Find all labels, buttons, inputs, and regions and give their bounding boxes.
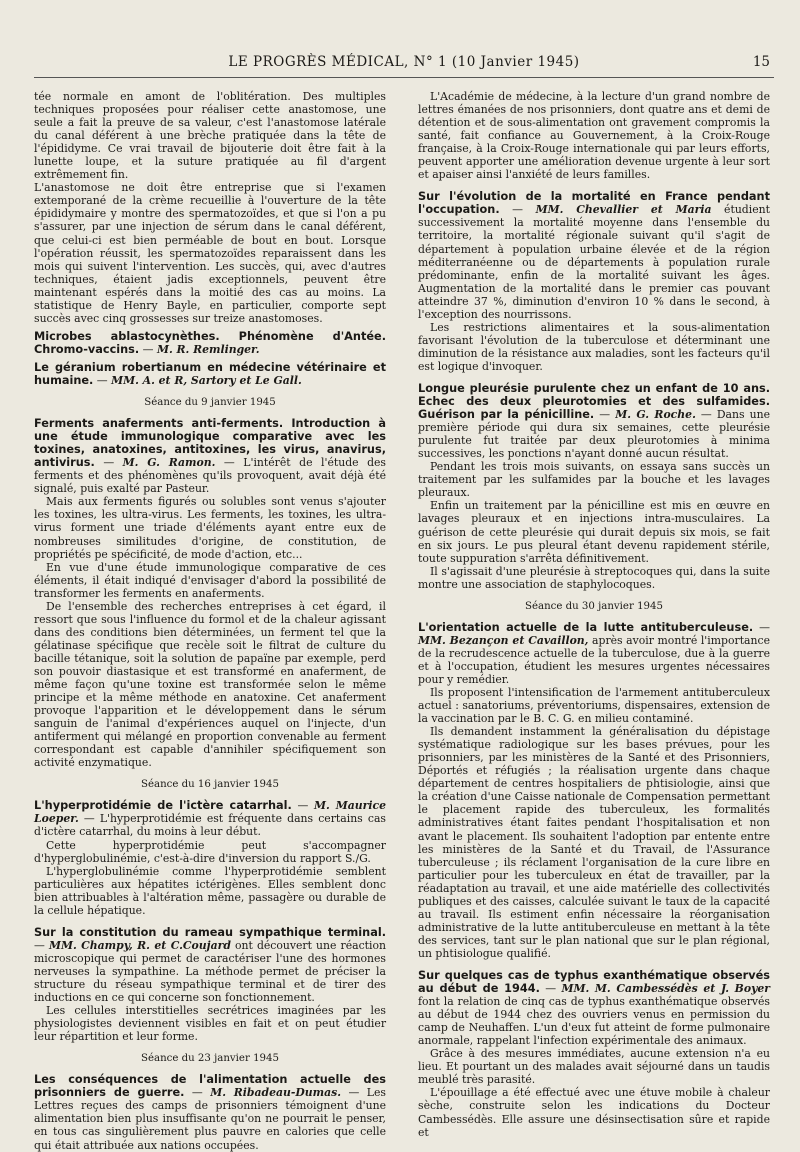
- paragraph: — Dans une première période qui dura six semaines, cette pleurésie purulente fut traitée par deux pleurotomies à minima successives, les ponctions n'ayant donné aucun résultat.: [418, 408, 770, 461]
- article-entry: Les conséquences de l'alimentation actuelle des prisonniers de guerre. — M. Ribadeau-Dumas. — Les Lettres reçues des camps de prisonniers témoignent d'une alimentation bien plus insuffisante qu'on ne pourrait le penser, en tous cas singulièrement plus pauvre en calories que celle qui était attribuée aux nations occupées.: [34, 1073, 386, 1152]
- page-header: [34, 54, 774, 74]
- paragraph: L'Académie de médecine, à la lecture d'un grand nombre de lettres émanées de nos prisonniers, dont quatre ans et demi de détention et de sous-alimentation ont gravement compromis la santé, fait confiance au Gouvernement, à la Croix-Rouge française, à la Croix-Rouge internationale qui par leurs efforts, peuvent apporter une amélioration devenue urgente à leur sort et apaiser ainsi l'anxiété de leurs familles.: [418, 90, 770, 182]
- paragraph: L'anastomose ne doit être entreprise que si l'examen extemporané de la crème recueillie à l'ouverture de la tête épididymaire y montre des spermatozoïdes, et que si l'on a pu s'assurer, par une injection de sérum dans le canal déférent, que celui-ci est bien perméable de bout en bout. Lorsque l'opération réussit, les spermatozoïdes reparaissent dans les mois qui suivent l'intervention. Les succès, qui, avec d'autres techniques, étaient jadis exceptionnels, peuvent être maintenant espérés dans la moitié des cas au moins. La statistique de Henry Bayle, en particulier, comporte sept succès avec cinq grossesses sur treize anastomoses.: [34, 181, 386, 325]
- paragraph: L'hyperglobulinémie comme l'hyperprotidémie semblent particulières aux hépatites ictérigènes. Elles semblent donc bien attribuables à l'altération même, passagère ou durable de la cellule hépatique.: [34, 864, 386, 917]
- article-authors: M. R. Remlinger.: [156, 342, 260, 356]
- article-entry: Sur l'évolution de la mortalité en France pendant l'occupation. — MM. Chevallier et Maria étudient successivement la mortalité moyenne dans l'ensemble du territoire, la mortalité régionale suivant qu'il s'agit de département à population urbaine élevée et de la région méditerranéenne ou de départements à population rurale prédominante, enfin de la mortalité suivant les âges. Augmentation de la mortalité dans le premier cas pouvant atteindre 37 %, diminution d'environ 10 % dans le second, à l'exception des nourrissons.: [418, 190, 770, 321]
- paragraph: Les cellules interstitielles secrétrices imaginées par les physiologistes deviennent visibles en fait et on peut étudier leur répartition et leur forme.: [34, 1004, 386, 1044]
- session-heading: Séance du 23 janvier 1945: [140, 1053, 279, 1065]
- paragraph: Ils demandent instamment la généralisation du dépistage systématique radiologique sur les bases prévues, pour les prisonniers, par les ministères de la Santé et des Prisonniers, Déportés et réfugiés ; la réalisation urgente dans chaque département de centres hospitaliers de phtisiologie, ainsi que la création d'une Caisse nationale de Compensation permettant le placement rapide des tuberculeux, les formalités administratives étant faites pendant l'hospitalisation et non avant le placement. Ils souhaitent l'adoption par entente entre les ministères de la Santé et du Travail, de l'Assurance tuberculeuse ; ils réclament l'organisation de la cure libre en particulier pour les tuberculeux en état de travailler, par la réadaptation au travail, et une aide matérielle des collectivités publiques et des caisses, calculée suivant le taux de la capacité au travail. Ils estiment enfin nécessaire la réorganisation administrative de la lutte antituberculeuse en mettant à la tête des services, tant sur le plan national que sur le plan régional, un phtisiologue qualifié.: [418, 725, 770, 960]
- paragraph: — L'hyperprotidémie est fréquente dans certains cas d'ictère catarrhal, du moins à leur début.: [34, 812, 386, 839]
- article-authors: M. Ribadeau-Dumas.: [210, 1086, 342, 1100]
- article-entry: Le géranium robertianum en médecine vétérinaire et humaine. — MM. A. et R, Sartory et Le Gall.: [34, 360, 386, 387]
- paragraph: après avoir montré l'importance de la recrudescence actuelle de la tuberculose, due à la guerre et à l'occupation, étudient les mesures urgentes nécessaires pour y remédier.: [418, 633, 770, 686]
- article-title: L'orientation actuelle de la lutte antituberculeuse.: [418, 620, 754, 634]
- paragraph: font la relation de cinq cas de typhus exanthématique observés au début de 1944 chez des ouvriers venus en permission du camp de Neuhaffen. L'un d'eux fut atteint de forme pulmonaire anormale, rappelant l'infection expérimentale des animaux.: [418, 995, 770, 1048]
- article-title: Ferments anaferments anti-ferments. Introduction à une étude immunologique comparative avec les toxines, anatoxines, antitoxines, les virus, anavirus, antivirus.: [34, 417, 386, 470]
- paragraph: L'épouillage a été effectué avec une étuve mobile à chaleur sèche, construite selon les indications du Docteur Cambessédès. Elle assure une désinsectisation sûre et rapide et: [418, 1086, 770, 1139]
- paragraph: Il s'agissait d'une pleurésie à streptocoques qui, dans la suite montre une association de staphylocoques.: [418, 564, 770, 591]
- article-title: Longue pleurésie purulente chez un enfant de 10 ans. Echec des deux pleurotomies et des sulfamides. Guérison par la pénicilline.: [418, 381, 770, 422]
- paragraph: Les restrictions alimentaires et la sous-alimentation favorisant l'évolution de la tuberculose et déterminant une diminution de la résistance aux maladies, sont les facteurs qu'il est logique d'invoquer.: [418, 320, 770, 373]
- article-authors: M. G. Ramon.: [122, 456, 216, 470]
- paragraph: Enfin un traitement par la pénicilline est mis en œuvre en lavages pleuraux et en injections intra-musculaires. La guérison de cette pleurésie qui durait depuis six mois, se fait en six jours. Le pus pleural étant devenu rapidement stérile, toute suppuration s'arrêta définitivement.: [418, 499, 770, 565]
- article-authors: MM. Champy, R. et C.Coujard: [48, 938, 231, 952]
- article-title: Les conséquences de l'alimentation actuelle des prisonniers de guerre.: [34, 1073, 386, 1100]
- session-heading: Séance du 16 janvier 1945: [140, 779, 279, 791]
- paragraph: — L'intérêt de l'étude des ferments et des phénomènes qu'ils provoquent, avait déjà été signalé, puis exalté par Pasteur.: [34, 456, 386, 496]
- paragraph: Ils proposent l'intensification de l'armement antituberculeux actuel : sanatoriums, préventoriums, dispensaires, extension de la vaccination par le B. C. G. en milieu contaminé.: [418, 686, 770, 726]
- article-title: Le géranium robertianum en médecine vétérinaire et humaine.: [34, 360, 386, 387]
- article-title: L'hyperprotidémie de l'ictère catarrhal.: [34, 799, 292, 813]
- page-number: 15: [752, 54, 770, 70]
- paragraph: étudient successivement la mortalité moyenne dans l'ensemble du territoire, la mortalité régionale suivant qu'il s'agit de département à population urbaine élevée et de la région méditerranéenne ou de départements à population rurale prédominante, enfin de la mortalité suivant les âges. Augmentation de la mortalité dans le premier cas pouvant atteindre 37 %, diminution d'environ 10 % dans le second, à l'exception des nourrissons.: [418, 203, 770, 321]
- article-authors: MM. Chevallier et Maria: [535, 203, 712, 217]
- article-entry: L'orientation actuelle de la lutte antituberculeuse. — MM. Bezançon et Cavaillon, après avoir montré l'importance de la recrudescence actuelle de la tuberculose, due à la guerre et à l'occupation, étudient les mesures urgentes nécessaires pour y remédier.: [418, 620, 770, 686]
- article-entry: Sur la constitution du rameau sympathique terminal. — MM. Champy, R. et C.Coujard ont découvert une réaction microscopique qui permet de caractériser l'une des hormones nerveuses la sympathine. La méthode permet de préciser la structure du réseau sympathique terminal et de tirer des inductions en ce qui concerne son fonctionnement.: [34, 925, 386, 1005]
- session-heading: Séance du 30 janvier 1945: [524, 600, 663, 612]
- article-title: Sur quelques cas de typhus exanthématique observés au début de 1944.: [418, 969, 770, 996]
- article-authors: M. Maurice Loeper.: [34, 799, 386, 826]
- right-column: [418, 90, 770, 1139]
- paragraph: Pendant les trois mois suivants, on essaya sans succès un traitement par les sulfamides par la bouche et les lavages pleuraux.: [418, 460, 770, 500]
- header-rule: [34, 77, 774, 78]
- article-entry: Microbes ablastocynèthes. Phénomène d'Antée. Chromo-vaccins. — M. R. Remlinger.: [34, 329, 386, 356]
- article-entry: Sur quelques cas de typhus exanthématique observés au début de 1944. — MM. M. Cambessédès et J. Boyer font la relation de cinq cas de typhus exanthématique observés au début de 1944 chez des ouvriers venus en permission du camp de Neuhaffen. L'un d'eux fut atteint de forme pulmonaire anormale, rappelant l'infection expérimentale des animaux.: [418, 969, 770, 1048]
- paragraph: De l'ensemble des recherches entreprises à cet égard, il ressort que sous l'influence du formol et de la chaleur agissant dans des conditions bien déterminées, un ferment tel que la gélatinase spécifique que recèle soit le filtrat de culture du bacille tétanique, soit la solution de papaïne par exemple, perd son pouvoir diastasique et est transformé en anaferment, de même façon qu'une toxine est transformée selon le même principe et la même méthode en anatoxine. Cet anaferment provoque l'apparition et le développement dans le sérum sanguin de l'animal d'expériences auquel on l'injecte, d'un antiferment qui mélangé en proportion convenable au ferment correspondant est capable d'annihiler spécifiquement son activité enzymatique.: [34, 599, 386, 770]
- article-authors: M. G. Roche.: [615, 408, 696, 422]
- article-entry: Ferments anaferments anti-ferments. Introduction à une étude immunologique comparative avec les toxines, anatoxines, antitoxines, les virus, anavirus, antivirus. — M. G. Ramon. — L'intérêt de l'étude des ferments et des phénomènes qu'ils provoquent, avait déjà été signalé, puis exalté par Pasteur.: [34, 417, 386, 496]
- paragraph: Cette hyperprotidémie peut s'accompagner d'hyperglobulinémie, c'est-à-dire d'inversion du rapport S./G.: [34, 838, 386, 865]
- paragraph: ont découvert une réaction microscopique qui permet de caractériser l'une des hormones nerveuses la sympathine. La méthode permet de préciser la structure du réseau sympathique terminal et de tirer des inductions en ce qui concerne son fonctionnement.: [34, 938, 386, 1005]
- article-authors: MM. M. Cambessédès et J. Boyer: [561, 982, 770, 996]
- article-title: Sur l'évolution de la mortalité en France pendant l'occupation.: [418, 190, 770, 217]
- left-column: [34, 90, 386, 1152]
- paragraph: En vue d'une étude immunologique comparative de ces éléments, il était indiqué d'envisager d'abord la possibilité de transformer les ferments en anaferments.: [34, 560, 386, 600]
- article-entry: Longue pleurésie purulente chez un enfant de 10 ans. Echec des deux pleurotomies et des sulfamides. Guérison par la pénicilline. — M. G. Roche. — Dans une première période qui dura six semaines, cette pleurésie purulente fut traitée par deux pleurotomies à minima successives, les ponctions n'ayant donné aucun résultat.: [418, 381, 770, 461]
- article-authors: MM. Bezançon et Cavaillon,: [418, 633, 589, 647]
- paragraph: tée normale en amont de l'oblitération. Des multiples techniques proposées pour réaliser cette anastomose, une seule a fait la preuve de sa valeur, c'est l'anastomose latérale du canal déférent à une brèche pratiquée dans la tête de l'épididyme. Ce vrai travail de bijouterie doit être fait à la lunette loupe, et la suture pratiquée au fil d'argent extrêmement fin.: [34, 90, 386, 182]
- paragraph: Mais aux ferments figurés ou solubles sont venus s'ajouter les toxines, les ultra-virus. Les ferments, les toxines, les ultra-virus forment une triade d'éléments ayant entre eux de nombreuses similitudes d'origine, de constitution, de propriétés pe spécificité, de mode d'action, etc...: [34, 495, 386, 561]
- article-title: Sur la constitution du rameau sympathique terminal.: [34, 925, 386, 939]
- article-authors: MM. A. et R, Sartory et Le Gall.: [111, 373, 302, 387]
- article-title: Microbes ablastocynèthes. Phénomène d'Antée. Chromo-vaccins.: [34, 329, 386, 356]
- running-title: LE PROGRÈS MÉDICAL, N° 1 (10 Janvier 1945): [228, 54, 580, 70]
- session-heading: Séance du 9 janvier 1945: [144, 397, 276, 409]
- paragraph: Grâce à des mesures immédiates, aucune extension n'a eu lieu. Et pourtant un des malades avait séjourné dans un taudis meublé très parasité.: [418, 1047, 770, 1087]
- paragraph: — Les Lettres reçues des camps de prisonniers témoignent d'une alimentation bien plus insuffisante qu'on ne pourrait le penser, en tous cas singulièrement plus pauvre en calories que celle qui était attribuée aux nations occupées.: [34, 1086, 386, 1152]
- article-entry: L'hyperprotidémie de l'ictère catarrhal. — M. Maurice Loeper. — L'hyperprotidémie est fréquente dans certains cas d'ictère catarrhal, du moins à leur début.: [34, 799, 386, 839]
